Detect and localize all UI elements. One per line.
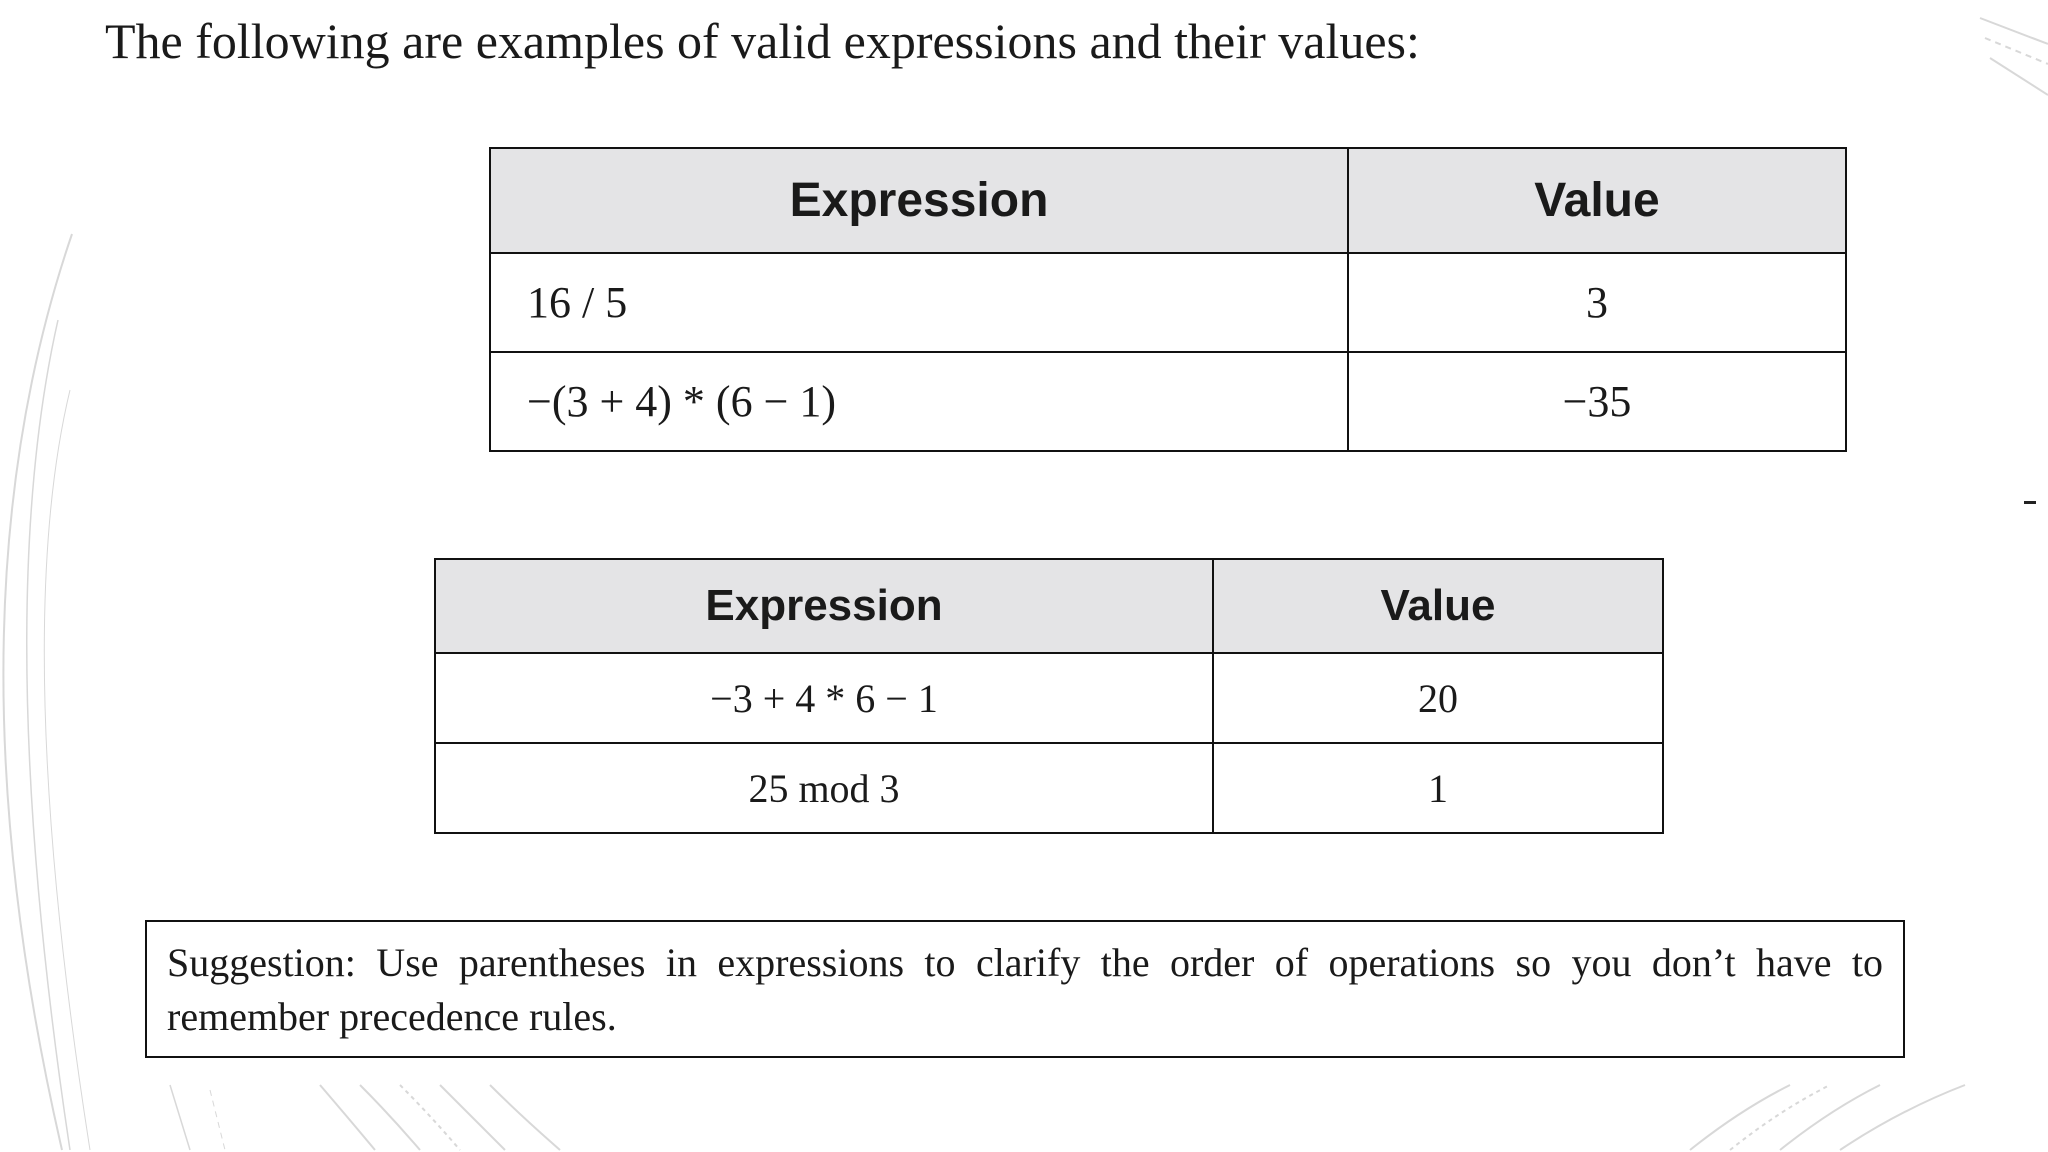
suggestion-box: Suggestion: Use parentheses in expressions to clarify the order of operations so you don’t have to remember precedence rules. xyxy=(145,920,1905,1058)
table-row xyxy=(490,253,1846,352)
table-row xyxy=(435,653,1663,743)
value-column-header: Value xyxy=(1213,559,1663,653)
table-row xyxy=(435,743,1663,833)
expression-column-header: Expression xyxy=(435,559,1213,653)
expression-cell: 16 / 5 xyxy=(490,253,1348,352)
expression-table-2 xyxy=(434,558,1664,834)
table-header-row xyxy=(490,148,1846,253)
table-header-row xyxy=(435,559,1663,653)
table-row xyxy=(490,352,1846,451)
expression-table-1 xyxy=(489,147,1847,452)
value-cell: 20 xyxy=(1213,653,1663,743)
value-cell: 3 xyxy=(1348,253,1846,352)
value-cell: 1 xyxy=(1213,743,1663,833)
value-cell: −35 xyxy=(1348,352,1846,451)
expression-cell: −3 + 4 * 6 − 1 xyxy=(435,653,1213,743)
expression-cell: −(3 + 4) * (6 − 1) xyxy=(490,352,1348,451)
expression-column-header: Expression xyxy=(490,148,1348,253)
decorative-dash xyxy=(2024,501,2036,504)
intro-text: The following are examples of valid expressions and their values: xyxy=(105,13,1420,69)
value-column-header: Value xyxy=(1348,148,1846,253)
expression-cell: 25 mod 3 xyxy=(435,743,1213,833)
